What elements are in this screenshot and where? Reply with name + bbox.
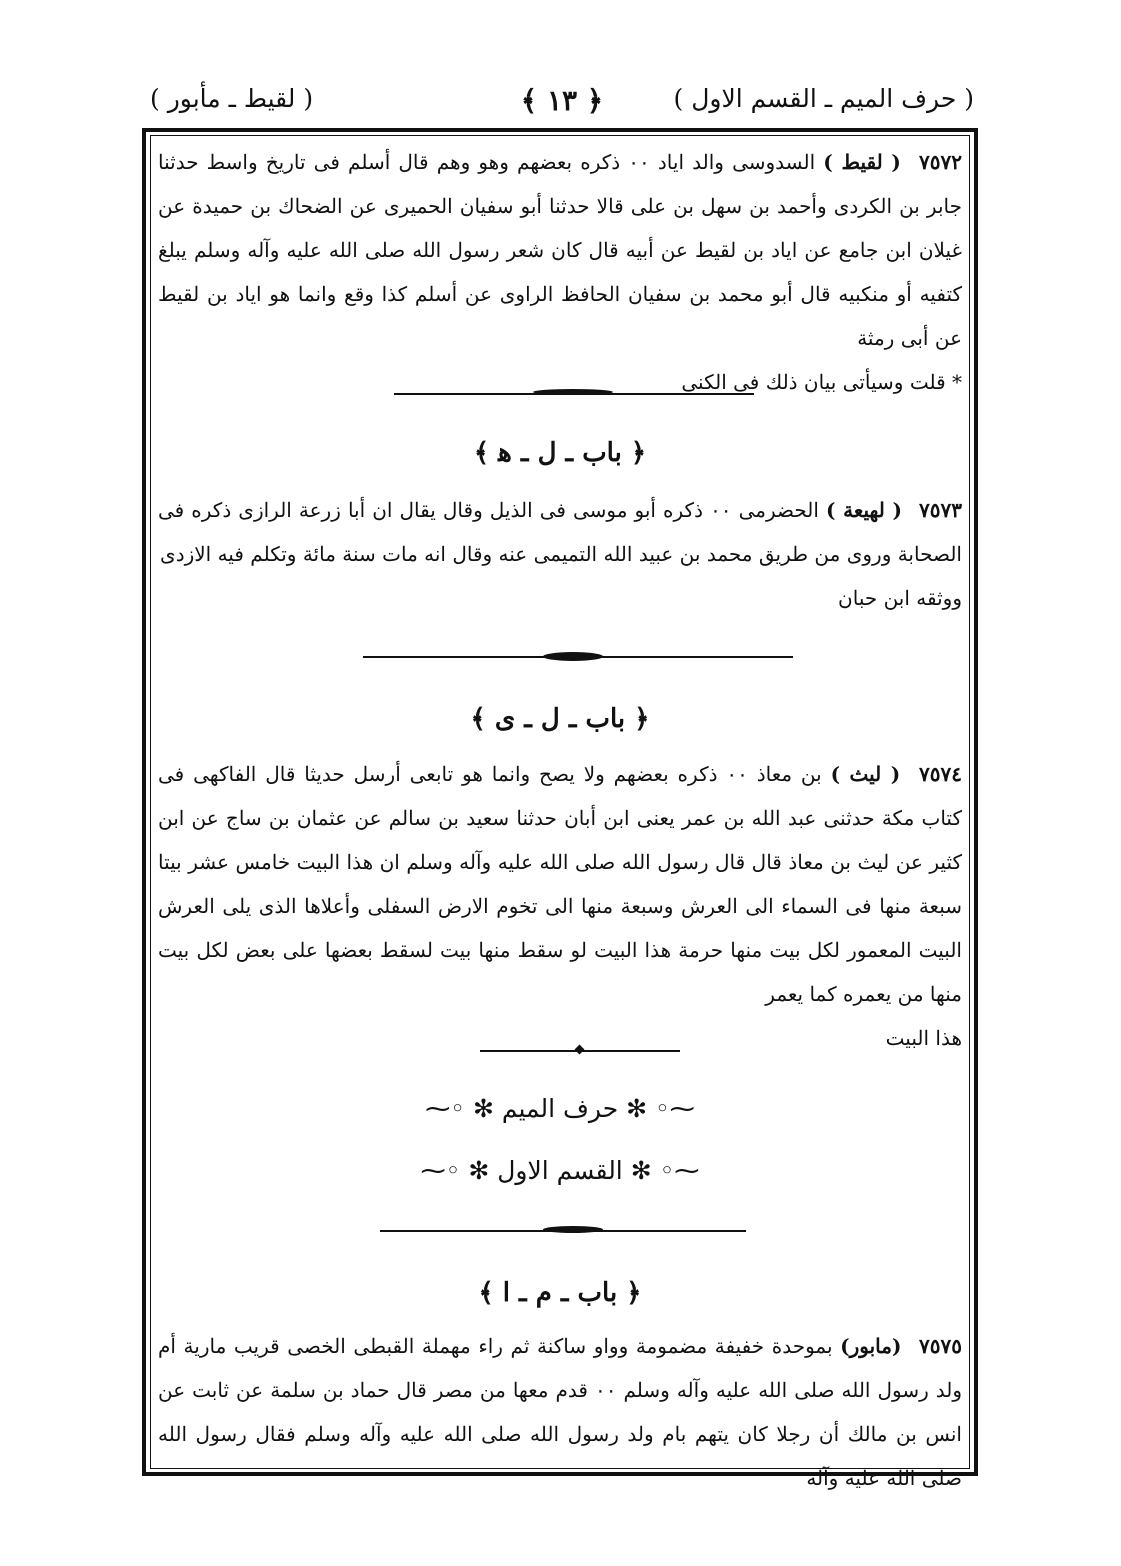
entry-text: بموحدة خفيفة مضمومة وواو ساكنة ثم راء مهملة القبطى الخصى قريب مارية أم ولد رسول الله صلى الله عليه وآله وسلم ٠٠ قدم معها من مصر قال حماد بن سلمة عن ثابت عن انس بن مالك أن رجلا كان يتهم بام ولد رسول الله صلى الله عليه وآله وسلم فقال رسول الله صلى الله عليه وآله <box>158 1334 963 1490</box>
flourish-ornament: ⁓◦ <box>655 1094 695 1123</box>
bab-heading-lam-ya: ﴿ باب ـ ل ـ ى ﴾ <box>470 704 650 734</box>
divider-flourish <box>543 1226 603 1233</box>
entry-tail: * قلت وسيأتى بيان ذلك فى الكنى <box>681 370 962 394</box>
flourish-ornament: ⁓◦ <box>659 1156 700 1185</box>
entry-7572 <box>158 140 962 404</box>
section-title-qism-awwal <box>158 1156 962 1185</box>
entry-7575 <box>158 1324 962 1500</box>
entry-headword: ( لهيعة ) <box>826 498 902 522</box>
entry-tail: ووثقه ابن حبان <box>838 586 962 610</box>
bab-heading-lam-ha: ﴿ باب ـ ل ـ ﻫ ﴾ <box>473 438 647 468</box>
entry-number: ٧٥٧٥ <box>919 1334 963 1358</box>
entry-text: السدوسى والد اياد ٠٠ ذكره بعضهم وهو وهم قال أسلم فى تاريخ واسط حدثنا جابر بن الكردى وأحمد بن سهل بن على قالا حدثنا أبو سفيان الحميرى عن الضحاك بن حميدة عن غيلان ابن جامع عن اياد بن لقيط عن أبيه قال كان شعر رسول الله صلى الله عليه وآله وسلم يبلغ كتفيه أو منكبيه قال أبو محمد بن سفيان الحافظ الراوى عن أسلم كذا وقع وانما هو اياد بن لقيط عن أبى رمثة <box>158 150 962 350</box>
bab-heading-mim-alif: ﴿ باب ـ م ـ ا ﴾ <box>478 1278 642 1308</box>
entry-7574 <box>158 752 962 1060</box>
flourish-ornament: ◦⁓ <box>420 1156 461 1185</box>
ornament-star: ✻ <box>630 1156 652 1185</box>
ornament-star: ✻ <box>626 1094 648 1123</box>
entry-number: ٧٥٧٤ <box>919 762 962 786</box>
entry-7573 <box>158 488 962 620</box>
entry-headword: ( لقيط ) <box>823 150 901 174</box>
divider-flourish <box>543 652 603 661</box>
header-section-label: ( حرف الميم ـ القسم الاول ) <box>673 84 974 113</box>
section-title-harf-mim <box>158 1094 962 1123</box>
entry-number: ٧٥٧٢ <box>919 150 962 174</box>
flourish-ornament: ◦⁓ <box>425 1094 465 1123</box>
entry-text: الحضرمى ٠٠ ذكره أبو موسى فى الذيل وقال يقال ان أبا زرعة الرازى ذكره فى الصحابة وروى من طريق محمد بن عبيد الله التميمى عنه وقال انه مات سنة مائة وتكلم فيه الازدى <box>158 498 962 566</box>
header-entry-range: ( لقيط ـ مأبور ) <box>150 84 314 113</box>
ornament-star: ✻ <box>468 1156 490 1185</box>
running-header <box>150 74 974 128</box>
section-title-text: القسم الاول <box>497 1156 623 1185</box>
entry-number: ٧٥٧٣ <box>919 498 963 522</box>
entry-tail: هذا البيت <box>885 1026 962 1050</box>
entry-headword: (مابور) <box>840 1334 902 1358</box>
ornament-star: ✻ <box>472 1094 494 1123</box>
page-number: ﴿ ١٣ ﴾ <box>520 84 604 117</box>
section-title-text: حرف الميم <box>501 1094 619 1123</box>
divider-flourish <box>533 389 613 395</box>
entry-headword: ( ليث ) <box>830 762 901 786</box>
entry-text: بن معاذ ٠٠ ذكره بعضهم ولا يصح وانما هو تابعى أرسل حديثا قال الفاكهى فى كتاب مكة حدثنى عبد الله بن عمر يعنى ابن أبان حدثنا سعيد بن سالم عن عثمان بن ساج عن ابن كثير عن ليث بن معاذ قال قال رسول الله صلى الله عليه وآله وسلم ان هذا البيت خامس عشر بيتا سبعة منها فى السماء الى العرش وسبعة منها الى تخوم الارض السفلى وأعلاها الذى يلى العرش البيت المعمور لكل بيت منها حرمة هذا البيت لو سقط منها بيت لسقط بعضها على بعض لكل بيت منها من يعمره كما يعمر <box>158 762 962 1006</box>
